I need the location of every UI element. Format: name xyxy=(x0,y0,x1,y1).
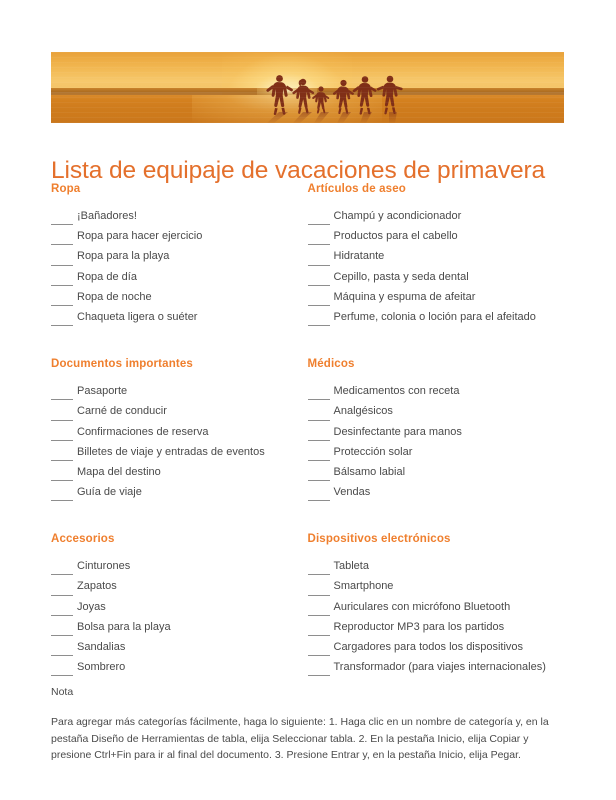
checklist-grid xyxy=(51,183,564,677)
section-title: Dispositivos electrónicos xyxy=(307,533,451,546)
list-item[interactable] xyxy=(308,556,565,576)
item-label: Medicamentos con receta xyxy=(333,385,460,398)
item-label: Perfume, colonia o loción para el afeitado xyxy=(333,310,536,323)
blank-line[interactable] xyxy=(51,615,73,616)
blank-line[interactable] xyxy=(51,399,73,400)
blank-line[interactable] xyxy=(51,265,73,266)
checklist xyxy=(308,206,565,327)
blank-line[interactable] xyxy=(308,440,330,441)
blank-line[interactable] xyxy=(51,500,73,501)
item-label: Ropa de día xyxy=(77,270,137,283)
blank-line[interactable] xyxy=(51,635,73,636)
list-item[interactable] xyxy=(51,381,308,401)
section-row xyxy=(51,533,564,677)
section-medicos xyxy=(308,358,565,502)
section-title: Accesorios xyxy=(51,533,115,546)
item-label: ¡Bañadores! xyxy=(77,210,137,222)
blank-line[interactable] xyxy=(51,325,73,326)
blank-line[interactable] xyxy=(308,595,330,596)
blank-line[interactable] xyxy=(51,480,73,481)
list-item[interactable] xyxy=(308,287,565,307)
list-item[interactable] xyxy=(51,617,308,637)
note-block xyxy=(51,686,564,764)
list-item[interactable] xyxy=(51,287,308,307)
checklist xyxy=(51,206,308,327)
section-dispositivos-electronicos xyxy=(308,533,565,677)
blank-line[interactable] xyxy=(51,460,73,461)
list-item[interactable] xyxy=(308,246,565,266)
list-item[interactable] xyxy=(308,226,565,246)
blank-line[interactable] xyxy=(308,420,330,421)
list-item[interactable] xyxy=(308,422,565,442)
list-item[interactable] xyxy=(51,556,308,576)
item-label: Auriculares con micrófono Bluetooth xyxy=(333,600,511,613)
blank-line[interactable] xyxy=(308,574,330,575)
list-item[interactable] xyxy=(308,267,565,287)
item-label: Máquina y espuma de afeitar xyxy=(333,290,476,303)
beach-sunset-runners-banner xyxy=(51,52,564,123)
checklist xyxy=(308,556,565,677)
list-item[interactable] xyxy=(308,657,565,677)
item-label: Cepillo, pasta y seda dental xyxy=(333,270,469,283)
section-row xyxy=(51,183,564,327)
list-item[interactable] xyxy=(51,307,308,327)
blank-line[interactable] xyxy=(51,224,73,225)
note-text: Para agregar más categorías fácilmente, haga lo siguiente: 1. Haga clic en un nombre de categoría y, en la pestaña Diseño de Herramientas de tabla, elija Seleccionar tabla. 2. En la pestaña Inicio, elija Copiar y presione Ctrl+Fin para ir al final del documento. 3. Presione Entrar y, en la pestaña Inicio, elija Pegar. xyxy=(51,716,549,761)
item-label: Mapa del destino xyxy=(77,465,161,478)
blank-line[interactable] xyxy=(51,285,73,286)
blank-line[interactable] xyxy=(51,420,73,421)
list-item[interactable] xyxy=(51,422,308,442)
item-label: Joyas xyxy=(77,600,106,613)
section-title: Médicos xyxy=(307,358,355,371)
section-accesorios xyxy=(51,533,308,677)
item-label: Zapatos xyxy=(77,580,117,593)
list-item[interactable] xyxy=(51,246,308,266)
blank-line[interactable] xyxy=(51,440,73,441)
checklist xyxy=(51,381,308,502)
blank-line[interactable] xyxy=(308,265,330,266)
blank-line[interactable] xyxy=(308,244,330,245)
item-label: Billetes de viaje y entradas de eventos xyxy=(77,445,265,458)
item-label: Ropa para hacer ejercicio xyxy=(77,230,203,243)
section-row xyxy=(51,358,564,502)
item-label: Hidratante xyxy=(333,250,385,263)
item-label: Ropa de noche xyxy=(77,290,152,303)
row-spacer xyxy=(51,327,564,358)
item-label: Sombrero xyxy=(77,661,126,674)
note-label: Nota xyxy=(51,686,74,698)
item-label: Champú y acondicionador xyxy=(333,210,462,222)
item-label: Carné de conducir xyxy=(77,405,167,418)
section-ropa xyxy=(51,183,308,327)
list-item[interactable] xyxy=(308,381,565,401)
checklist xyxy=(51,556,308,677)
blank-line[interactable] xyxy=(51,595,73,596)
list-item[interactable] xyxy=(308,401,565,421)
blank-line[interactable] xyxy=(51,655,73,656)
item-label: Cargadores para todos los dispositivos xyxy=(333,641,524,653)
list-item[interactable] xyxy=(51,206,308,226)
item-label: Bálsamo labial xyxy=(333,465,406,478)
list-item[interactable] xyxy=(308,617,565,637)
list-item[interactable] xyxy=(308,597,565,617)
item-label: Reproductor MP3 para los partidos xyxy=(333,620,505,633)
list-item[interactable] xyxy=(51,657,308,677)
item-label: Confirmaciones de reserva xyxy=(77,425,209,438)
blank-line[interactable] xyxy=(308,480,330,481)
section-title: Artículos de aseo xyxy=(307,183,406,195)
blank-line[interactable] xyxy=(51,244,73,245)
blank-line[interactable] xyxy=(51,675,73,676)
item-label: Bolsa para la playa xyxy=(77,620,171,633)
blank-line[interactable] xyxy=(308,325,330,326)
item-label: Cinturones xyxy=(77,560,131,573)
list-item[interactable] xyxy=(308,576,565,596)
list-item[interactable] xyxy=(51,442,308,462)
item-label: Pasaporte xyxy=(77,385,128,398)
section-articulos-de-aseo xyxy=(308,183,565,327)
section-title: Documentos importantes xyxy=(51,358,193,371)
item-label: Protección solar xyxy=(333,445,413,458)
list-item[interactable] xyxy=(308,482,565,502)
item-label: Analgésicos xyxy=(333,405,393,418)
item-label: Chaqueta ligera o suéter xyxy=(77,310,198,323)
list-item[interactable] xyxy=(51,401,308,421)
blank-line[interactable] xyxy=(308,399,330,400)
list-item[interactable] xyxy=(308,206,565,226)
blank-line[interactable] xyxy=(51,305,73,306)
list-item[interactable] xyxy=(51,226,308,246)
list-item[interactable] xyxy=(51,576,308,596)
item-label: Vendas xyxy=(333,486,371,499)
item-label: Smartphone xyxy=(333,580,394,593)
item-label: Guía de viaje xyxy=(77,486,142,499)
list-item[interactable] xyxy=(308,637,565,657)
list-item[interactable] xyxy=(51,597,308,617)
item-label: Sandalias xyxy=(77,641,126,653)
item-label: Transformador (para viajes internacionales) xyxy=(333,661,546,674)
list-item[interactable] xyxy=(51,267,308,287)
list-item[interactable] xyxy=(51,462,308,482)
blank-line[interactable] xyxy=(308,224,330,225)
row-spacer xyxy=(51,502,564,533)
blank-line[interactable] xyxy=(308,675,330,676)
page-title: Lista de equipaje de vacaciones de primavera xyxy=(51,157,546,185)
blank-line[interactable] xyxy=(51,574,73,575)
runner-silhouettes-icon xyxy=(51,52,564,123)
blank-line[interactable] xyxy=(308,635,330,636)
checklist xyxy=(308,381,565,502)
list-item[interactable] xyxy=(51,637,308,657)
blank-line[interactable] xyxy=(308,615,330,616)
blank-line[interactable] xyxy=(308,285,330,286)
item-label: Ropa para la playa xyxy=(77,250,170,263)
item-label: Productos para el cabello xyxy=(333,230,458,243)
blank-line[interactable] xyxy=(308,460,330,461)
blank-line[interactable] xyxy=(308,305,330,306)
item-label: Tableta xyxy=(333,560,369,573)
blank-line[interactable] xyxy=(308,655,330,656)
list-item[interactable] xyxy=(308,462,565,482)
section-title: Ropa xyxy=(51,183,81,195)
blank-line[interactable] xyxy=(308,500,330,501)
list-item[interactable] xyxy=(308,307,565,327)
list-item[interactable] xyxy=(308,442,565,462)
item-label: Desinfectante para manos xyxy=(333,425,462,438)
list-item[interactable] xyxy=(51,482,308,502)
section-documentos-importantes xyxy=(51,358,308,502)
